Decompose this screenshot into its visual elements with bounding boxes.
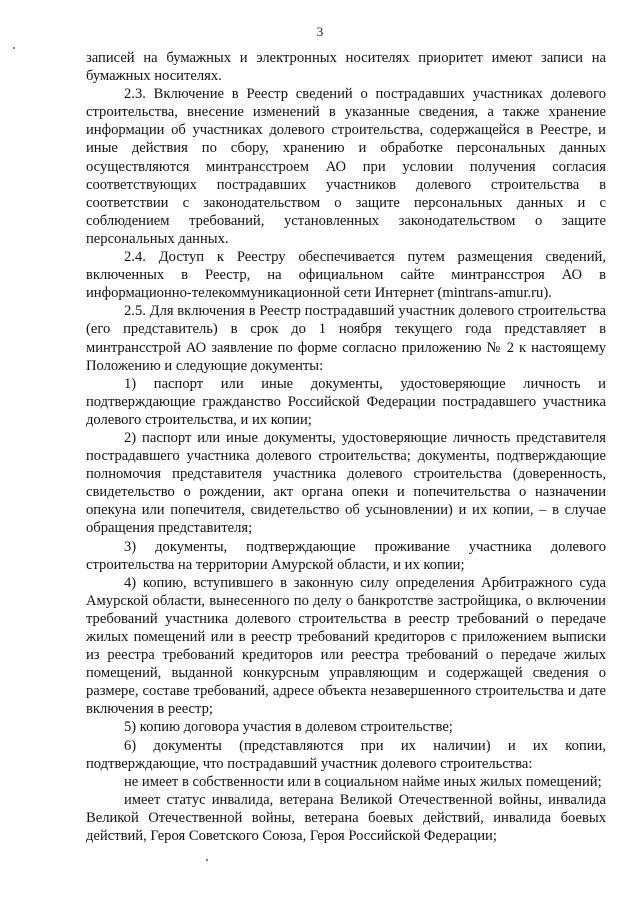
- paragraph-2-4: 2.4. Доступ к Реестру обеспечивается путем размещения сведений, включенных в Реестр, на официальном сайте минтрансстроя АО в информационно-телекоммуникационной сети Интернет (mintrans-amur.ru).: [86, 249, 606, 302]
- scan-speck: [206, 859, 208, 861]
- list-item-5: 5) копию договора участия в долевом строительстве;: [124, 719, 453, 736]
- list-item-4: 4) копию, вступившего в законную силу определения Арбитражного суда Амурской области, вынесенного по делу о банкротстве застройщика, о включении требований участника долевого строительства в реестр требований о передаче жилых помещений или в реестр требований кредиторов с приложением выписки из реестра требований кредиторов или реестра требований о передаче жилых помещений, выданной конкурсным управляющим и содержащей сведения о размере, составе требований, адресе объекта незавершенного строительства и дате включения в реестр;: [86, 574, 606, 718]
- paragraph-2-5: 2.5. Для включения в Реестр пострадавший участник долевого строительства (его представитель) в срок до 1 ноября текущего года представляет в минтрансстрой АО заявление по форме согласно приложению № 2 к настоящему Положению и следующие документы:: [86, 303, 606, 374]
- sub-item-no-housing: не имеет в собственности или в социальном найме иных жилых помещений;: [124, 773, 602, 790]
- paragraph-continuation: записей на бумажных и электронных носителях приоритет имеют записи на бумажных носителях.: [86, 50, 606, 85]
- document-body: [86, 49, 606, 845]
- list-item-2: 2) паспорт или иные документы, удостоверяющие личность представителя пострадавшего участника долевого строительства; документы, подтверждающие полномочия представителя участника долевого строительства (доверенность, свидетельство о рождении, акт органа опеки и попечительства о назначении опекуна или попечителя, свидетельство об усыновлении) и их копии, – в случае обращения представителя;: [86, 429, 606, 537]
- page-number: 3: [316, 24, 324, 39]
- list-item-1: 1) паспорт или иные документы, удостоверяющие личность и подтверждающие гражданство Российской Федерации пострадавшего участника долевого строительства, и их копии;: [86, 375, 606, 428]
- list-item-3: 3) документы, подтверждающие проживание участника долевого строительства на территории Амурской области, и их копии;: [86, 538, 606, 573]
- scan-speck: [13, 47, 15, 49]
- list-item-6: 6) документы (представляются при их наличии) и их копии, подтверждающие, что пострадавший участник долевого строительства:: [86, 737, 606, 772]
- paragraph-2-3: 2.3. Включение в Реестр сведений о пострадавших участниках долевого строительства, внесение изменений в указанные сведения, а также хранение информации об участниках долевого строительства, содержащейся в Реестре, и иные действия по сбору, хранению и обработке персональных данных осуществляются минтрансстроем АО при условии получения согласия соответствующих пострадавших участников долевого строительства в соответствии с законодательством о защите персональных данных и с соблюдением требований, установленных законодательством о защите персональных данных.: [86, 86, 606, 247]
- sub-item-status: имеет статус инвалида, ветерана Великой Отечественной войны, инвалида Великой Отечественной войны, ветерана боевых действий, инвалида боевых действий, Героя Советского Союза, Героя Российской Федерации;: [86, 791, 606, 845]
